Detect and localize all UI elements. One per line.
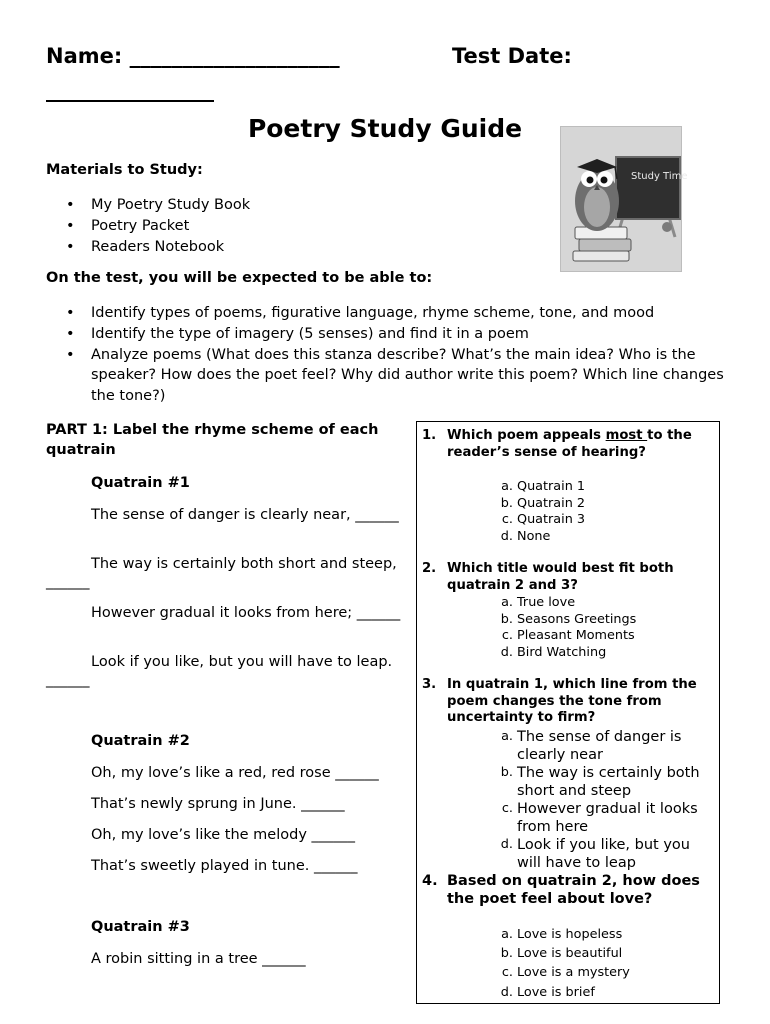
option-text: Love is beautiful [517, 946, 623, 962]
materials-heading: Materials to Study: [46, 162, 203, 178]
poem-line: The sense of danger is clearly near, ______ [91, 507, 399, 523]
poem-line: Look if you like, but you will have to leap. ______ [46, 654, 393, 688]
option-letter: b. [500, 946, 513, 962]
part1-heading: PART 1: Label the rhyme scheme of each quatrain [46, 422, 379, 458]
option-letter: d. [500, 984, 513, 1000]
option-text: Quatrain 1 [517, 479, 586, 494]
quatrain1-line-3 [46, 604, 406, 622]
option-letter: c. [501, 801, 513, 816]
option-letter: b. [500, 495, 513, 511]
question-number: 1. [422, 428, 437, 443]
option-text: Quatrain 3 [517, 512, 586, 528]
option-row[interactable] [501, 800, 712, 836]
option-text: The sense of danger is clearly near [517, 729, 682, 763]
question-3 [422, 677, 709, 727]
option-row[interactable] [500, 611, 712, 629]
questions-box [416, 421, 720, 1004]
option-text: None [517, 528, 551, 544]
question-text: In quatrain 1, which line from the poem changes the tone from uncertainty to firm? [447, 677, 697, 726]
option-letter: c. [501, 512, 513, 528]
list-item: • Identify the type of imagery (5 senses) and find it in a poem [46, 324, 726, 345]
option-text: Love is hopeless [517, 927, 623, 942]
option-row[interactable] [501, 728, 712, 764]
poem-line: The way is certainly both short and steep, ______ [46, 556, 397, 590]
quatrain3-title: Quatrain #3 [91, 919, 190, 935]
quatrain1-line-1 [46, 506, 406, 524]
option-row[interactable] [501, 963, 712, 982]
option-text: However gradual it looks from here [517, 801, 698, 835]
poem-line: Oh, my love’s like a red, red rose ______ [91, 765, 379, 781]
option-text: Seasons Greetings [517, 611, 637, 627]
test-date-label: Test Date: [452, 44, 572, 68]
question-4-options [500, 925, 712, 1002]
question-1-options [500, 479, 712, 545]
option-text: Love is brief [517, 984, 595, 1000]
option-text: Look if you like, but you will have to leap [517, 837, 690, 871]
option-row[interactable] [501, 925, 712, 944]
question-text: to the reader’s sense of hearing? [447, 428, 692, 460]
poem-line: That’s sweetly played in tune. ______ [91, 858, 358, 874]
list-item: • Readers Notebook [46, 237, 546, 258]
quatrain2-line-3 [46, 826, 406, 844]
question-number: 4. [422, 873, 438, 889]
quatrain2-line-2 [46, 795, 406, 813]
question-2-options [500, 595, 712, 661]
page-title-text: Poetry Study Guide [247, 114, 523, 143]
list-item: • Identify types of poems, figurative language, rhyme scheme, tone, and mood [46, 303, 726, 324]
quatrain2-title: Quatrain #2 [91, 733, 190, 749]
poem-line: That’s newly sprung in June. ______ [91, 796, 345, 812]
option-letter: c. [501, 628, 513, 644]
study-time-owl-image [560, 126, 688, 272]
option-row[interactable] [500, 983, 712, 1002]
question-number: 2. [422, 561, 437, 576]
option-row[interactable] [501, 595, 712, 612]
quatrain2-line-4 [46, 857, 406, 875]
list-item: • Analyze poems (What does this stanza describe? What’s the main idea? Who is the speaker? How does the poet feel? Why did author write this poem? Which line changes the tone?) [46, 345, 726, 407]
question-4 [422, 872, 709, 908]
expectations-heading: On the test, you will be expected to be able to: [46, 270, 433, 286]
poem-line: However gradual it looks from here; ______ [91, 605, 401, 621]
option-row[interactable] [500, 764, 712, 800]
list-item: • My Poetry Study Book [46, 195, 546, 216]
poem-line: A robin sitting in a tree ______ [91, 951, 306, 967]
question-text-underlined: most [605, 428, 648, 443]
option-letter: d. [500, 837, 513, 852]
option-letter: a. [501, 595, 513, 610]
quatrain1-line-2 [46, 555, 406, 591]
question-text: Which poem appeals [447, 428, 606, 443]
option-text: Love is a mystery [517, 965, 630, 981]
quatrain1-title: Quatrain #1 [91, 475, 190, 491]
option-letter: b. [500, 611, 513, 627]
chalkboard-text: Study Time [631, 171, 688, 182]
option-text: True love [517, 595, 576, 610]
option-letter: d. [500, 644, 513, 660]
option-row[interactable] [500, 944, 712, 963]
question-number: 3. [422, 677, 437, 692]
option-row[interactable] [501, 512, 712, 529]
option-row[interactable] [500, 528, 712, 546]
quatrain1-line-4 [46, 653, 406, 689]
question-2 [422, 561, 709, 594]
owl-illustration [561, 127, 688, 271]
list-item: • Poetry Packet [46, 216, 546, 237]
question-1 [422, 428, 709, 461]
option-letter: a. [501, 927, 513, 942]
option-letter: b. [500, 765, 513, 780]
option-row[interactable] [500, 644, 712, 662]
option-letter: c. [501, 965, 513, 981]
option-row[interactable] [501, 628, 712, 645]
option-text: Quatrain 2 [517, 495, 586, 511]
option-text: The way is certainly both short and steep [517, 765, 700, 799]
test-date-line: ________________ [46, 78, 214, 102]
option-text: Bird Watching [517, 644, 607, 660]
poem-line: Oh, my love’s like the melody ______ [91, 827, 356, 843]
option-letter: a. [501, 729, 513, 744]
question-text: Based on quatrain 2, how does the poet feel about love? [447, 873, 700, 907]
option-row[interactable] [500, 495, 712, 513]
option-row[interactable] [500, 836, 712, 872]
quatrain3-line-1 [46, 950, 406, 968]
question-3-options [500, 728, 712, 872]
option-text: Pleasant Moments [517, 628, 635, 644]
quatrain2-line-1 [46, 764, 406, 782]
option-letter: a. [501, 479, 513, 494]
option-letter: d. [500, 528, 513, 544]
question-text: Which title would best fit both quatrain 2 and 3? [447, 561, 674, 593]
expectations-list [46, 303, 726, 407]
name-field-label: Name: ____________________ [46, 44, 340, 68]
materials-list [46, 195, 546, 257]
option-row[interactable] [501, 479, 712, 496]
